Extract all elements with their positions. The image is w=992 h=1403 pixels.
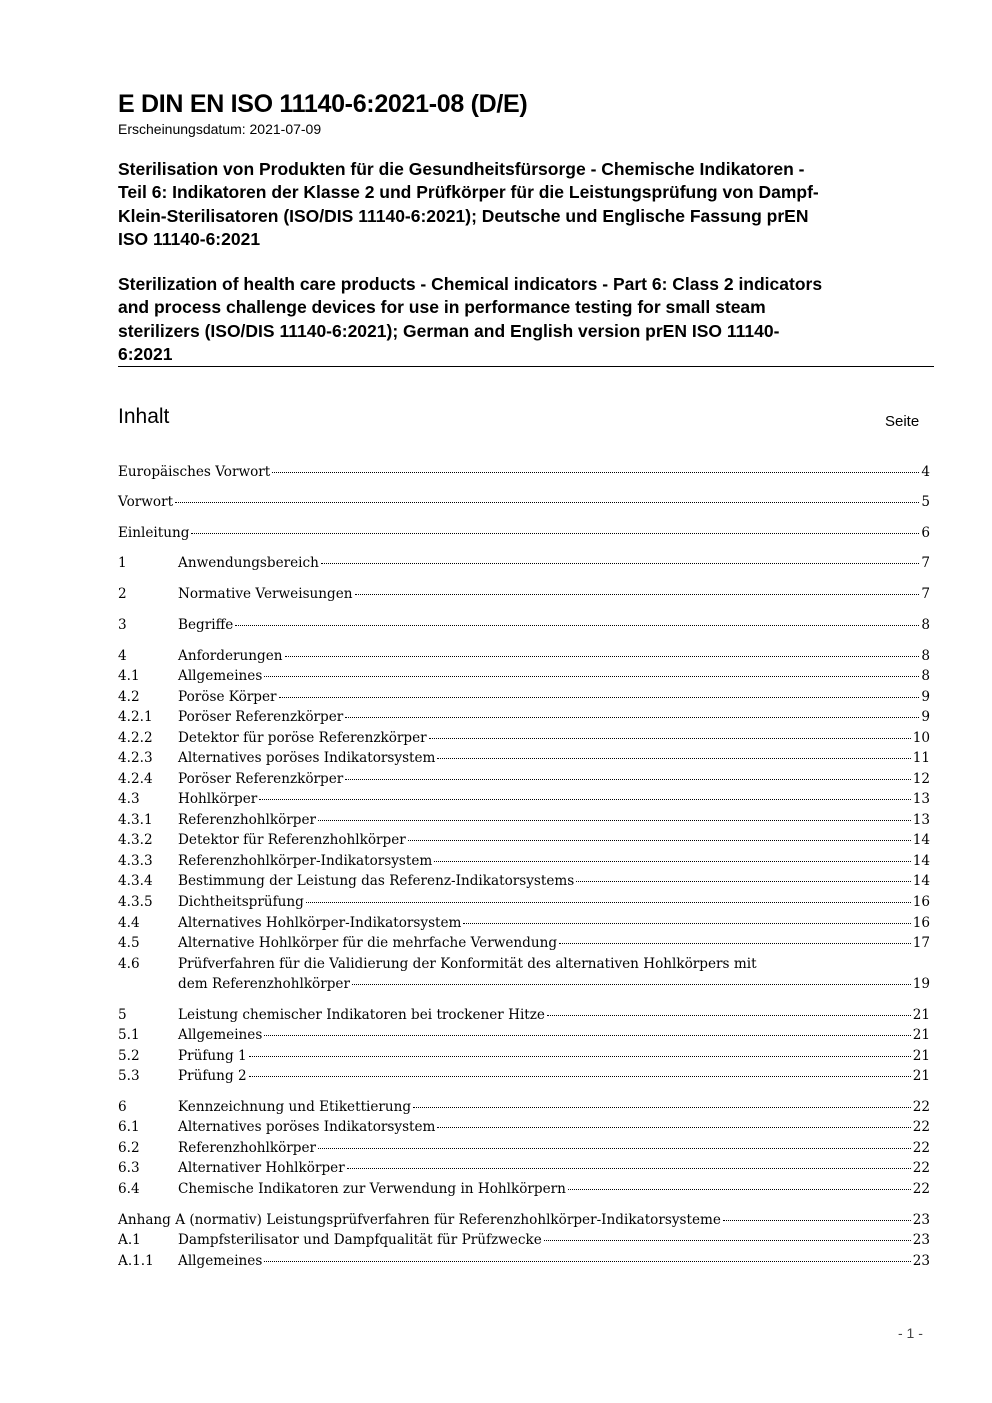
toc-entry[interactable] (118, 1119, 930, 1139)
toc-entry-title: Kennzeichnung und Etikettierung (178, 1099, 412, 1115)
toc-entry-title: Normative Verweisungen (178, 586, 353, 602)
toc-entry[interactable] (118, 791, 930, 811)
toc-entry-title-first-line: Prüfverfahren für die Validierung der Konformität des alternativen Hohlkörpers mit (178, 956, 757, 972)
toc-dot-leader (576, 880, 910, 882)
toc-entry-title: Poröser Referenzkörper (178, 771, 344, 787)
toc-dot-leader (437, 757, 910, 759)
toc-dot-leader (437, 1126, 910, 1128)
toc-entry-title: Detektor für Referenzhohlkörper (178, 832, 406, 848)
toc-entry-title: Poröse Körper (178, 689, 277, 705)
toc-dot-leader (723, 1219, 911, 1221)
toc-dot-leader (264, 1034, 910, 1036)
toc-entry-page: 12 (912, 771, 930, 787)
toc-entry-number: 4 (118, 648, 127, 664)
toc-entry-number: 5.3 (118, 1068, 140, 1084)
toc-entry[interactable] (118, 812, 930, 832)
toc-entry[interactable] (118, 617, 930, 637)
toc-entry[interactable] (118, 832, 930, 852)
toc-entry-title: Anwendungsbereich (178, 555, 319, 571)
toc-dot-leader (345, 716, 919, 718)
toc-dot-leader (249, 1055, 911, 1057)
toc-entry-number: 6.4 (118, 1181, 140, 1197)
toc-dot-leader (249, 1075, 911, 1077)
toc-entry-page: 9 (921, 709, 930, 725)
toc-entry-title: Anhang A (normativ) Leistungsprüfverfahren für Referenzhohlkörper-Indikatorsysteme (118, 1212, 721, 1228)
title-divider (118, 366, 934, 367)
toc-dot-leader (434, 860, 910, 862)
toc-entry-title: Allgemeines (178, 1027, 263, 1043)
toc-entry-title: Referenzhohlkörper-Indikatorsystem (178, 853, 433, 869)
toc-entry-number: 4.2 (118, 689, 140, 705)
toc-entry-number: 4.2.2 (118, 730, 153, 746)
toc-entry-number: 4.3.5 (118, 894, 153, 910)
toc-entry-number: 4.3.4 (118, 873, 153, 889)
toc-entry-title: Allgemeines (178, 668, 263, 684)
toc-entry-number: 4.4 (118, 915, 140, 931)
toc-dot-leader (544, 1239, 911, 1241)
toc-entry-number: A.1 (118, 1232, 141, 1248)
toc-entry[interactable] (118, 1007, 930, 1027)
toc-entry-page: 14 (912, 853, 930, 869)
toc-entry-title: Prüfung 1 (178, 1048, 247, 1064)
toc-entry-page: 7 (921, 555, 930, 571)
toc-dot-leader (321, 562, 919, 564)
toc-dot-leader (264, 675, 919, 677)
toc-entry-page: 16 (912, 915, 930, 931)
toc-entry[interactable] (118, 494, 930, 514)
toc-dot-leader (175, 501, 919, 503)
toc-dot-leader (347, 1167, 911, 1169)
toc-entry-title: Europäisches Vorwort (118, 464, 271, 480)
toc-entry-page: 17 (912, 935, 930, 951)
toc-entry[interactable] (118, 1212, 930, 1232)
title-german-line: ISO 11140-6:2021 (118, 229, 261, 250)
toc-dot-leader (306, 901, 911, 903)
toc-dot-leader (259, 798, 910, 800)
toc-entry[interactable] (118, 689, 930, 709)
toc-entry-page: 22 (912, 1140, 930, 1156)
toc-entry-number: A.1.1 (118, 1253, 154, 1269)
title-german (118, 158, 938, 252)
toc-entry-page: 19 (912, 976, 930, 992)
toc-entry-title: Dampfsterilisator und Dampfqualität für Prüfzwecke (178, 1232, 542, 1248)
toc-entry-number: 3 (118, 617, 127, 633)
toc-entry-page: 8 (921, 668, 930, 684)
toc-entry-page: 14 (912, 873, 930, 889)
toc-entry-page: 23 (912, 1253, 930, 1269)
toc-entry-number: 4.3.3 (118, 853, 153, 869)
toc-entry[interactable] (118, 1160, 930, 1180)
toc-entry-page: 8 (921, 648, 930, 664)
toc-entry[interactable] (118, 1181, 930, 1201)
toc-entry-number: 5.1 (118, 1027, 140, 1043)
toc-entry[interactable] (118, 1068, 930, 1088)
toc-entry-number: 5.2 (118, 1048, 140, 1064)
toc-entry-page: 8 (921, 617, 930, 633)
toc-dot-leader (547, 1014, 911, 1016)
toc-entry[interactable] (118, 894, 930, 914)
toc-entry[interactable] (118, 464, 930, 484)
toc-entry[interactable] (118, 525, 930, 545)
toc-entry-title: Poröser Referenzkörper (178, 709, 344, 725)
toc-entry-page: 11 (912, 750, 930, 766)
toc-dot-leader (318, 819, 911, 821)
toc-entry-title: Referenzhohlkörper (178, 1140, 317, 1156)
toc-dot-leader (568, 1188, 911, 1190)
toc-entry[interactable] (118, 873, 930, 893)
toc-page-label: Seite (885, 413, 920, 430)
toc-entry-number: 4.2.4 (118, 771, 153, 787)
title-german-line: Klein-Sterilisatoren (ISO/DIS 11140-6:2021); Deutsche und Englische Fassung prEN (118, 205, 809, 226)
toc-dot-leader (352, 983, 911, 985)
toc-entry-page: 16 (912, 894, 930, 910)
toc-entry-title: Prüfung 2 (178, 1068, 247, 1084)
toc-entry-page: 22 (912, 1181, 930, 1197)
toc-entry[interactable] (118, 935, 930, 955)
toc-entry-title: dem Referenzhohlkörper (178, 976, 350, 992)
title-english (118, 273, 938, 367)
toc-entry-page: 4 (921, 464, 930, 480)
toc-entry[interactable] (118, 1027, 930, 1047)
toc-entry-number: 5 (118, 1007, 127, 1023)
toc-entry-number: 4.6 (118, 956, 140, 972)
toc-entry-title: Dichtheitsprüfung (178, 894, 304, 910)
toc-dot-leader (318, 1147, 911, 1149)
toc-dot-leader (463, 922, 910, 924)
toc-entry-title: Hohlkörper (178, 791, 258, 807)
title-english-line: 6:2021 (118, 344, 173, 365)
toc-entry-number: 2 (118, 586, 127, 602)
toc-dot-leader (191, 532, 919, 534)
toc-entry-page: 7 (921, 586, 930, 602)
toc-dot-leader (413, 1106, 911, 1108)
toc-entry-page: 23 (912, 1232, 930, 1248)
toc-entry-number: 4.3.2 (118, 832, 153, 848)
toc-dot-leader (235, 624, 919, 626)
toc-entry-title: Alternativer Hohlkörper (178, 1160, 345, 1176)
toc-entry-title: Einleitung (118, 525, 190, 541)
toc-dot-leader (285, 655, 920, 657)
toc-entry-page: 21 (912, 1007, 930, 1023)
toc-entry-page: 6 (921, 525, 930, 541)
toc-entry-page: 21 (912, 1027, 930, 1043)
toc-entry-number: 4.3.1 (118, 812, 153, 828)
release-date: Erscheinungsdatum: 2021-07-09 (118, 121, 322, 137)
toc-entry-page: 5 (921, 494, 930, 510)
toc-entry-page: 13 (912, 791, 930, 807)
toc-entry-number: 6.2 (118, 1140, 140, 1156)
toc-entry[interactable] (118, 750, 930, 770)
toc-entry-page: 9 (921, 689, 930, 705)
toc-entry-title: Leistung chemischer Indikatoren bei trockener Hitze (178, 1007, 545, 1023)
toc-entry-page: 21 (912, 1048, 930, 1064)
toc-entry-number: 6 (118, 1099, 127, 1115)
toc-entry-title: Referenzhohlkörper (178, 812, 317, 828)
toc-entry-title: Anforderungen (178, 648, 283, 664)
toc-entry-number: 6.3 (118, 1160, 140, 1176)
toc-dot-leader (272, 471, 919, 473)
toc-entry-title: Bestimmung der Leistung das Referenz-Indikatorsystems (178, 873, 575, 889)
title-english-line: sterilizers (ISO/DIS 11140-6:2021); German and English version prEN ISO 11140- (118, 320, 780, 341)
toc-entry-number: 6.1 (118, 1119, 140, 1135)
document-id: E DIN EN ISO 11140-6:2021-08 (D/E) (118, 90, 528, 118)
toc-entry[interactable] (118, 853, 930, 873)
toc-entry-title: Begriffe (178, 617, 234, 633)
toc-dot-leader (559, 942, 911, 944)
toc-heading: Inhalt (118, 405, 170, 428)
page-number: - 1 - (898, 1325, 923, 1341)
toc-entry-page: 23 (912, 1212, 930, 1228)
toc-entry[interactable] (118, 1099, 930, 1119)
toc-entry[interactable] (118, 1253, 930, 1273)
title-german-line: Teil 6: Indikatoren der Klasse 2 und Prüfkörper für die Leistungsprüfung von Dampf- (118, 182, 819, 203)
toc-entry[interactable] (118, 730, 930, 750)
toc-entry-title: Detektor für poröse Referenzkörper (178, 730, 427, 746)
toc-entry-page: 22 (912, 1099, 930, 1115)
toc-entry-page: 13 (912, 812, 930, 828)
toc-entry-title: Allgemeines (178, 1253, 263, 1269)
toc-dot-leader (355, 593, 920, 595)
toc-entry[interactable] (118, 586, 930, 606)
toc-entry-title: Chemische Indikatoren zur Verwendung in Hohlkörpern (178, 1181, 566, 1197)
toc-dot-leader (264, 1260, 910, 1262)
toc-entry-title: Alternatives Hohlkörper-Indikatorsystem (178, 915, 462, 931)
toc-dot-leader (429, 737, 911, 739)
toc-entry-title: Alternatives poröses Indikatorsystem (178, 1119, 436, 1135)
toc-entry[interactable] (118, 555, 930, 575)
toc-entry-number: 4.5 (118, 935, 140, 951)
toc-entry-page: 14 (912, 832, 930, 848)
toc-entry[interactable] (118, 668, 930, 688)
toc-dot-leader (345, 778, 910, 780)
toc-entry-number: 4.1 (118, 668, 140, 684)
toc-dot-leader (408, 839, 911, 841)
toc-entry[interactable] (118, 1232, 930, 1252)
toc-entry[interactable] (118, 956, 930, 996)
toc-entry[interactable] (118, 771, 930, 791)
title-english-line: and process challenge devices for use in performance testing for small steam (118, 297, 766, 318)
title-english-line: Sterilization of health care products - Chemical indicators - Part 6: Class 2 indicators (118, 274, 823, 294)
toc-entry-page: 22 (912, 1160, 930, 1176)
toc-entry-title: Alternative Hohlkörper für die mehrfache Verwendung (178, 935, 558, 951)
toc-entry-page: 21 (912, 1068, 930, 1084)
toc-entry[interactable] (118, 1048, 930, 1068)
toc-entry-page: 10 (912, 730, 930, 746)
toc-entry-title: Alternatives poröses Indikatorsystem (178, 750, 436, 766)
toc-entry-number: 4.3 (118, 791, 140, 807)
toc-entry[interactable] (118, 709, 930, 729)
toc-entry-title: Vorwort (118, 494, 174, 510)
toc-entry[interactable] (118, 648, 930, 668)
toc-entry[interactable] (118, 1140, 930, 1160)
title-german-line: Sterilisation von Produkten für die Gesundheitsfürsorge - Chemische Indikatoren - (118, 159, 805, 179)
toc-entry[interactable] (118, 915, 930, 935)
toc-dot-leader (279, 696, 920, 698)
toc-entry-number: 4.2.3 (118, 750, 153, 766)
toc-entry-number: 1 (118, 555, 127, 571)
toc-entry-number: 4.2.1 (118, 709, 153, 725)
toc-entry-page: 22 (912, 1119, 930, 1135)
